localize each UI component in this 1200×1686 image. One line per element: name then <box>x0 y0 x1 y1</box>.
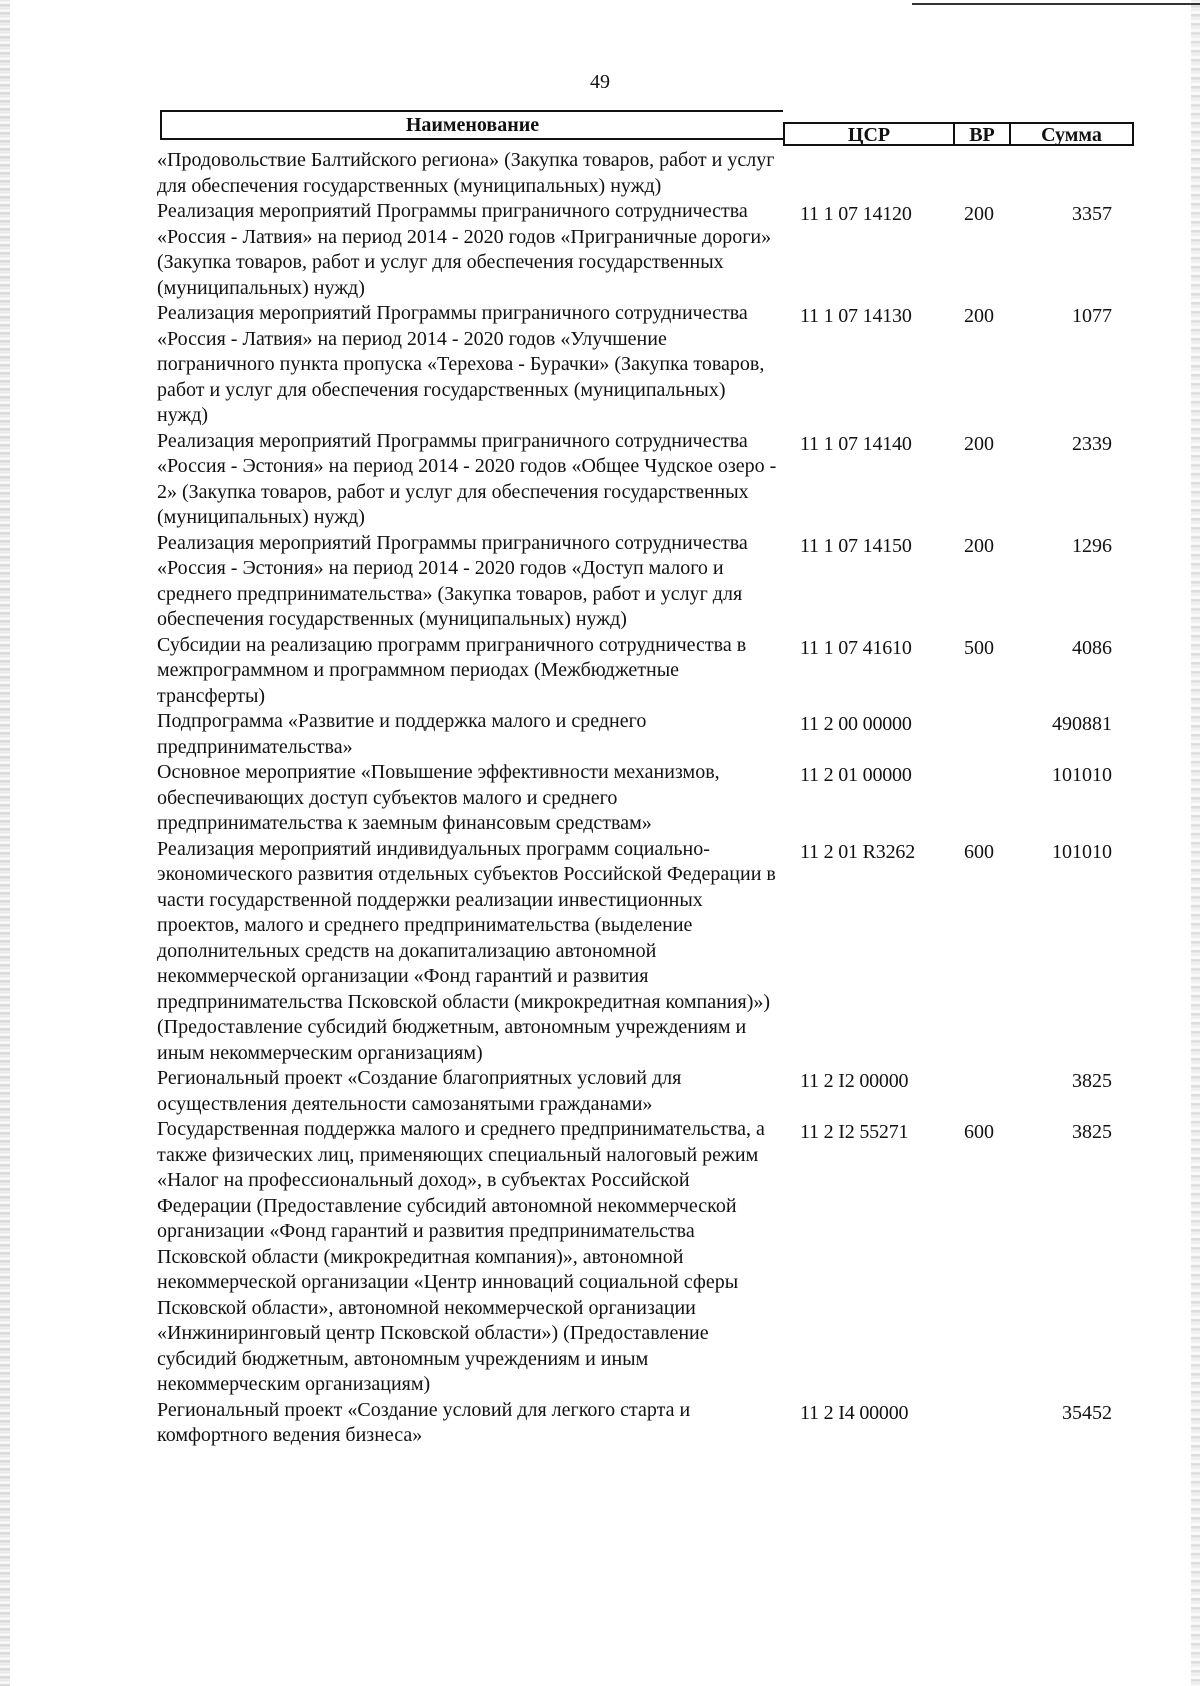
cell-csr: 11 1 07 14120 <box>800 203 912 225</box>
cell-name: Региональный проект «Создание условий для легкого старта и комфортного ведения бизнеса» <box>157 1398 691 1446</box>
table-header <box>0 110 1200 146</box>
table-row <box>0 199 1200 301</box>
cell-sum: 4086 <box>1072 636 1112 659</box>
header-name: Наименование <box>160 110 783 140</box>
cell-sum: 1077 <box>1072 305 1112 327</box>
cell-vr: 200 <box>964 203 994 225</box>
table-row <box>0 1398 1200 1449</box>
cell-sum: 3825 <box>1072 1070 1112 1092</box>
cell-name: «Продовольствие Балтийского региона» (Закупка товаров, работ и услуг для обеспечения государственных (муниципальных) нужд) <box>157 149 775 197</box>
table-row <box>0 429 1200 531</box>
cell-csr: 11 1 07 14130 <box>800 305 912 327</box>
cell-name: Государственная поддержка малого и среднего предпринимательства, а также физических лиц, применяющих специальный налоговый режим «Налог на профессиональный доход», в субъектах Российской Федерации (Предоставление субсидий автономной некоммерческой организации «Фонд гарантий и развития предпринимательства Псковской области (микрокредитная компания)», автономной некоммерческой организации «Центр инноваций социальной сферы Псковской области», автономной некоммерческой организации «Инжиниринговый центр Псковской области») (Предоставление субсидий бюджетным, автономным учреждениям и иным некоммерческим организациям) <box>157 1118 765 1395</box>
cell-name: Основное мероприятие «Повышение эффективности механизмов, обеспечивающих доступ субъектов малого и среднего предпринимательства к заемным финансовым средствам» <box>157 761 720 834</box>
table-row <box>0 301 1200 429</box>
cell-csr: 11 1 07 41610 <box>800 636 912 659</box>
cell-sum: 490881 <box>1052 713 1112 735</box>
cell-name: Реализация мероприятий Программы приграничного сотрудничества «Россия - Латвия» на период 2014 - 2020 годов «Улучшение пограничного пункта пропуска «Терехова - Бурачки» (Закупка товаров, работ и услуг для обеспечения государственных (муниципальных) нужд) <box>157 302 765 426</box>
table-row <box>0 760 1200 837</box>
cell-sum: 101010 <box>1052 764 1112 786</box>
cell-sum: 2339 <box>1072 432 1112 455</box>
header-csr: ЦСР <box>783 122 953 146</box>
cell-sum: 35452 <box>1062 1401 1112 1424</box>
cell-sum: 3357 <box>1072 203 1112 225</box>
table-row <box>0 837 1200 1067</box>
header-vr: ВР <box>953 122 1009 146</box>
cell-csr: 11 2 I2 00000 <box>800 1070 909 1092</box>
cell-name: Субсидии на реализацию программ приграничного сотрудничества в межпрограммном и программном периодах (Межбюджетные трансферты) <box>157 633 747 707</box>
cell-csr: 11 1 07 14150 <box>800 534 912 557</box>
table-row <box>0 148 1200 199</box>
table-row <box>0 531 1200 633</box>
cell-sum: 3825 <box>1072 1121 1112 1143</box>
cell-name: Реализация мероприятий Программы приграничного сотрудничества «Россия - Эстония» на период 2014 - 2020 годов «Общее Чудское озеро - 2» (Закупка товаров, работ и услуг для обеспечения государственных (муниципальных) нужд) <box>157 429 777 528</box>
page-number: 49 <box>590 71 610 93</box>
cell-name: Региональный проект «Создание благоприятных условий для осуществления деятельности самозанятыми гражданами» <box>157 1067 682 1115</box>
cell-vr: 200 <box>964 432 994 455</box>
cell-vr: 600 <box>964 1121 994 1143</box>
cell-name: Реализация мероприятий индивидуальных программ социально-экономического развития отдельных субъектов Российской Федерации в части государственной поддержки реализации инвестиционных проектов, малого и среднего предпринимательства (выделение дополнительных средств на докапитализацию автономной некоммерческой организации «Фонд гарантий и развития предпринимательства Псковской области (микрокредитная компания)») (Предоставление субсидий бюджетным, автономным учреждениям и иным некоммерческим организациям) <box>157 837 776 1064</box>
cell-sum: 1296 <box>1072 534 1112 557</box>
cell-vr: 500 <box>964 636 994 659</box>
cell-vr: 600 <box>964 840 994 863</box>
scan-top-line <box>912 3 1200 5</box>
cell-csr: 11 2 01 00000 <box>800 764 912 786</box>
cell-name: Реализация мероприятий Программы приграничного сотрудничества «Россия - Эстония» на период 2014 - 2020 годов «Доступ малого и среднего предпринимательства» (Закупка товаров, работ и услуг для обеспечения государственных (муниципальных) нужд) <box>157 531 748 630</box>
cell-csr: 11 2 I2 55271 <box>800 1121 909 1143</box>
table-row <box>0 709 1200 760</box>
cell-vr: 200 <box>964 305 994 327</box>
table-row <box>0 1066 1200 1117</box>
cell-csr: 11 1 07 14140 <box>800 432 912 455</box>
cell-name: Подпрограмма «Развитие и поддержка малого и среднего предпринимательства» <box>157 710 647 758</box>
header-sum: Сумма <box>1009 122 1134 146</box>
cell-name: Реализация мероприятий Программы приграничного сотрудничества «Россия - Латвия» на период 2014 - 2020 годов «Приграничные дороги» (Закупка товаров, работ и услуг для обеспечения государственных (муниципальных) нужд) <box>157 200 772 299</box>
table-body <box>0 146 1200 1449</box>
table-row <box>0 633 1200 710</box>
cell-sum: 101010 <box>1052 840 1112 863</box>
budget-table <box>0 110 1200 1449</box>
cell-csr: 11 2 00 00000 <box>800 713 912 735</box>
cell-vr: 200 <box>964 534 994 557</box>
cell-csr: 11 2 I4 00000 <box>800 1401 909 1424</box>
cell-csr: 11 2 01 R3262 <box>800 840 915 863</box>
table-row <box>0 1117 1200 1398</box>
